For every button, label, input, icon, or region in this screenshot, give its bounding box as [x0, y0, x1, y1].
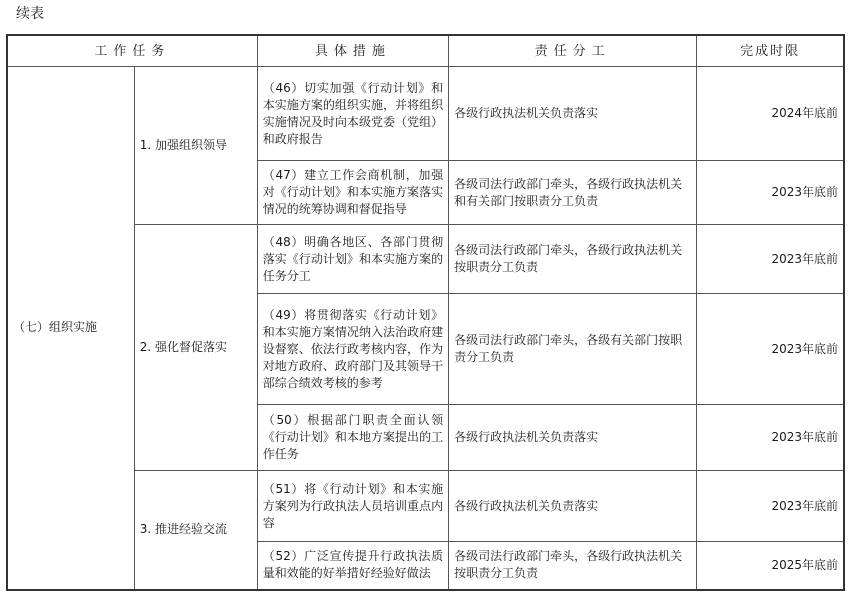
- deadline-cell: 2023年底前: [697, 225, 844, 294]
- header-task: 工作任务: [7, 35, 257, 67]
- header-row: [7, 35, 844, 67]
- responsibility-cell: 各级行政执法机关负责落实: [449, 405, 697, 471]
- responsibility-cell: 各级司法行政部门牵头，各级行政执法机关和有关部门按职责分工负责: [449, 161, 697, 225]
- deadline-cell: 2023年底前: [697, 405, 844, 471]
- measure-cell: （48）明确各地区、各部门贯彻落实《行动计划》和本实施方案的任务分工: [257, 225, 448, 294]
- subtask-cell: 1. 加强组织领导: [134, 67, 257, 225]
- responsibility-cell: 各级行政执法机关负责落实: [449, 471, 697, 542]
- responsibility-cell: 各级司法行政部门牵头，各级行政执法机关按职责分工负责: [449, 542, 697, 590]
- measure-cell: （49）将贯彻落实《行动计划》和本实施方案情况纳入法治政府建设督察、依法行政考核内容，作为对地方政府、政府部门及其领导干部综合绩效考核的参考: [257, 294, 448, 405]
- measure-cell: （47）建立工作会商机制，加强对《行动计划》和本实施方案落实情况的统筹协调和督促指导: [257, 161, 448, 225]
- deadline-cell: 2024年底前: [697, 67, 844, 161]
- subtask-cell: 2. 强化督促落实: [134, 225, 257, 471]
- header-deadline: 完成时限: [697, 35, 844, 67]
- deadline-cell: 2025年底前: [697, 542, 844, 590]
- deadline-cell: 2023年底前: [697, 471, 844, 542]
- subtask-cell: 3. 推进经验交流: [134, 471, 257, 590]
- table-row: [7, 67, 844, 161]
- header-responsibility: 责任分工: [449, 35, 697, 67]
- responsibility-cell: 各级司法行政部门牵头，各级有关部门按职责分工负责: [449, 294, 697, 405]
- measure-cell: （52）广泛宣传提升行政执法质量和效能的好举措好经验好做法: [257, 542, 448, 590]
- deadline-cell: 2023年底前: [697, 161, 844, 225]
- responsibility-cell: 各级行政执法机关负责落实: [449, 67, 697, 161]
- responsibility-cell: 各级司法行政部门牵头，各级行政执法机关按职责分工负责: [449, 225, 697, 294]
- category-cell: （七）组织实施: [7, 67, 134, 590]
- measure-cell: （50）根据部门职责全面认领《行动计划》和本地方案提出的工作任务: [257, 405, 448, 471]
- deadline-cell: 2023年底前: [697, 294, 844, 405]
- implementation-table: [6, 34, 845, 591]
- measure-cell: （51）将《行动计划》和本实施方案列为行政执法人员培训重点内容: [257, 471, 448, 542]
- header-measure: 具体措施: [257, 35, 448, 67]
- measure-cell: （46）切实加强《行动计划》和本实施方案的组织实施，并将组织实施情况及时向本级党委（党组）和政府报告: [257, 67, 448, 161]
- table-caption: 续表: [16, 6, 44, 22]
